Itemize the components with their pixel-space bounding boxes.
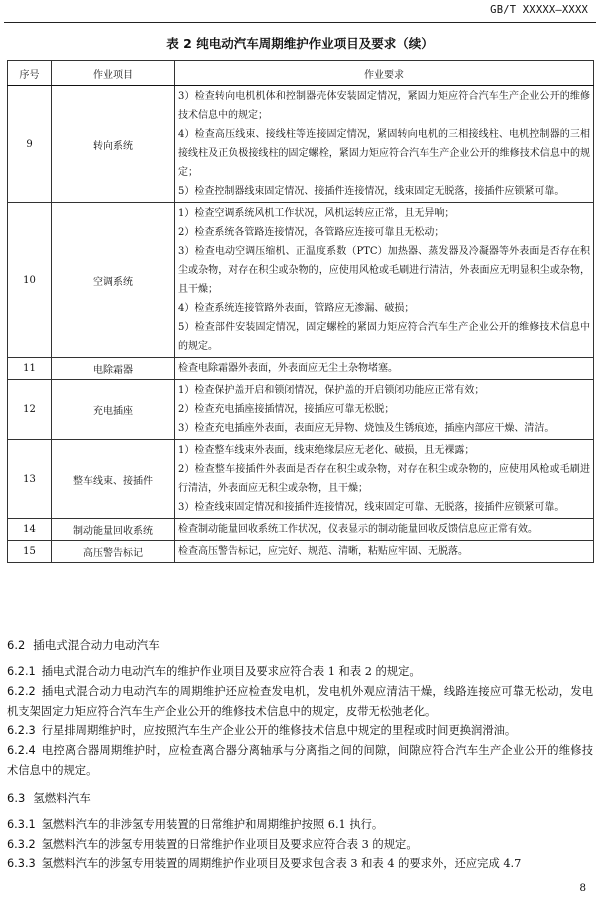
section-number: 6.2: [7, 638, 26, 652]
table-row: [8, 358, 594, 380]
row-number: 14: [8, 519, 52, 541]
table-row: [8, 519, 594, 541]
requirement-item: 1）检查保护盖开启和锁闭情况，保护盖的开启锁闭功能应正常有效；: [178, 385, 485, 396]
requirement-item: 检查高压警告标记，应完好、规范、清晰，粘贴应牢固、无脱落。: [178, 546, 468, 557]
clause-number: 6.3.3: [7, 857, 36, 871]
table-row: [8, 86, 594, 203]
table-title: 表 2 纯电动汽车周期维护作业项目及要求（续）: [166, 36, 434, 51]
row-item: 充电插座: [52, 380, 175, 440]
row-requirements: [175, 86, 594, 203]
clause-number: 6.2.4: [7, 744, 36, 758]
requirement-item: 1）检查空调系统风机工作状况，风机运转应正常，且无异响；: [178, 208, 455, 219]
clause-paragraph: [7, 854, 593, 874]
clause-number: 6.3.1: [7, 817, 36, 831]
table-row: [8, 541, 594, 563]
section-title: 氢燃料汽车: [33, 790, 91, 805]
row-item: 转向系统: [52, 86, 175, 203]
requirement-item: 2）检查整车接插件外表面是否存在积尘或杂物，对存在积尘或杂物的，应使用风枪或毛刷进行清洁，外表面应无积尘或杂物，且干燥；: [178, 464, 590, 494]
row-number: 15: [8, 541, 52, 563]
clause-text: 插电式混合动力电动汽车的维护作业项目及要求应符合表 1 和表 2 的规定。: [41, 665, 421, 678]
table-row: [8, 440, 594, 519]
requirement-item: 5）检查控制器线束固定情况、接插件连接情况，线束固定无脱落，接插件应锁紧可靠。: [178, 186, 565, 197]
section-heading-6-3: [7, 789, 593, 808]
body-text: [7, 636, 593, 874]
requirement-item: 3）检查转向电机机体和控制器壳体安装固定情况，紧固力矩应符合汽车生产企业公开的维修技术信息中的规定；: [178, 91, 590, 121]
clause-text: 电控离合器周期维护时，应检查离合器分离轴承与分离指之间的间隙，间隙应符合汽车生产企业公开的维修技术信息中的规定。: [7, 744, 593, 777]
requirement-item: 3）检查充电插座外表面，表面应无异物、烧蚀及生锈痕迹，插座内部应干燥、清洁。: [178, 423, 555, 434]
clause-text: 氢燃料汽车的非涉氢专用装置的日常维护和周期维护按照 6.1 执行。: [41, 817, 384, 831]
clause-text: 氢燃料汽车的涉氢专用装置的日常维护作业项目及要求应符合表 3 的规定。: [41, 837, 418, 851]
requirement-item: 1）检查整车线束外表面，线束绝缘层应无老化、破损，且无裸露；: [178, 445, 475, 456]
table-body: [8, 86, 594, 563]
row-item: 空调系统: [52, 203, 175, 358]
page-number: 8: [579, 882, 586, 894]
clause-text: 行星排周期维护时，应按照汽车生产企业公开的维修技术信息中规定的里程或时间更换润滑油。: [41, 724, 517, 738]
row-requirements: [175, 541, 594, 563]
clause-paragraph: [7, 682, 593, 722]
column-header-no: 序号: [8, 61, 52, 86]
row-requirements: [175, 203, 594, 358]
header-rule: [4, 22, 596, 23]
requirement-item: 4）检查系统连接管路外表面，管路应无渗漏、破损；: [178, 303, 415, 314]
requirement-item: 2）检查充电插座接插情况，接插应可靠无松脱；: [178, 404, 395, 415]
section-number: 6.3: [7, 790, 26, 805]
row-number: 11: [8, 358, 52, 380]
standard-number: GB/T XXXXX—XXXX: [490, 4, 588, 16]
table-row: [8, 203, 594, 358]
clause-paragraph: [7, 835, 593, 855]
section-heading-6-2: [7, 636, 593, 655]
requirement-item: 3）检查线束固定情况和接插件连接情况，线束固定可靠、无脱落，接插件应锁紧可靠。: [178, 502, 565, 513]
clause-number: 6.2.2: [7, 684, 36, 698]
clause-paragraph: [7, 662, 593, 682]
section-6-3-paragraphs: [7, 815, 593, 874]
row-number: 10: [8, 203, 52, 358]
requirement-item: 检查制动能量回收系统工作状况，仪表显示的制动能量回收反馈信息应正常有效。: [178, 524, 538, 535]
row-number: 9: [8, 86, 52, 203]
table-header-row: [8, 61, 594, 86]
row-item: 整车线束、接插件: [52, 440, 175, 519]
clause-text: 氢燃料汽车的涉氢专用装置的周期维护作业项目及要求包含表 3 和表 4 的要求外，还应完成 4.7: [41, 857, 522, 871]
row-requirements: [175, 358, 594, 380]
row-requirements: [175, 519, 594, 541]
clause-number: 6.2.3: [7, 724, 36, 738]
clause-paragraph: [7, 815, 593, 835]
clause-text: 插电式混合动力电动汽车的周期维护还应检查发电机，发电机外观应清洁干燥，线路连接应可靠无松动，发电机支架固定力矩应符合汽车生产企业公开的维修技术信息中的规定，皮带无松弛老化。: [7, 684, 593, 718]
row-number: 12: [8, 380, 52, 440]
row-item: 制动能量回收系统: [52, 519, 175, 541]
requirement-item: 检查电除霜器外表面，外表面应无尘土杂物堵塞。: [178, 363, 398, 374]
clause-number: 6.3.2: [7, 837, 36, 851]
clause-paragraph: [7, 741, 593, 781]
requirement-item: 5）检查部件安装固定情况，固定螺栓的紧固力矩应符合汽车生产企业公开的维修技术信息中的规定。: [178, 322, 590, 352]
row-item: 高压警告标记: [52, 541, 175, 563]
requirement-item: 4）检查高压线束、接线柱等连接固定情况，紧固转向电机的三相接线柱、电机控制器的三相接线柱及正负极接线柱的固定螺栓，紧固力矩应符合汽车生产企业公开的维修技术信息中的规定；: [178, 129, 590, 178]
section-title: 插电式混合动力电动汽车: [33, 638, 160, 652]
row-item: 电除霜器: [52, 358, 175, 380]
column-header-requirement: 作业要求: [175, 61, 594, 86]
row-requirements: [175, 440, 594, 519]
row-requirements: [175, 380, 594, 440]
maintenance-table: [7, 60, 594, 563]
table-row: [8, 380, 594, 440]
clause-number: 6.2.1: [7, 665, 36, 678]
section-6-2-paragraphs: [7, 662, 593, 781]
row-number: 13: [8, 440, 52, 519]
clause-paragraph: [7, 721, 593, 741]
requirement-item: 3）检查电动空调压缩机、正温度系数（PTC）加热器、蒸发器及冷凝器等外表面是否存在积尘或杂物，对存在积尘或杂物的，应使用风枪或毛刷进行清洁，外表面应无明显积尘或杂物，且干燥；: [178, 246, 590, 295]
requirement-item: 2）检查系统各管路连接情况，各管路应连接可靠且无松动；: [178, 227, 445, 238]
column-header-item: 作业项目: [52, 61, 175, 86]
